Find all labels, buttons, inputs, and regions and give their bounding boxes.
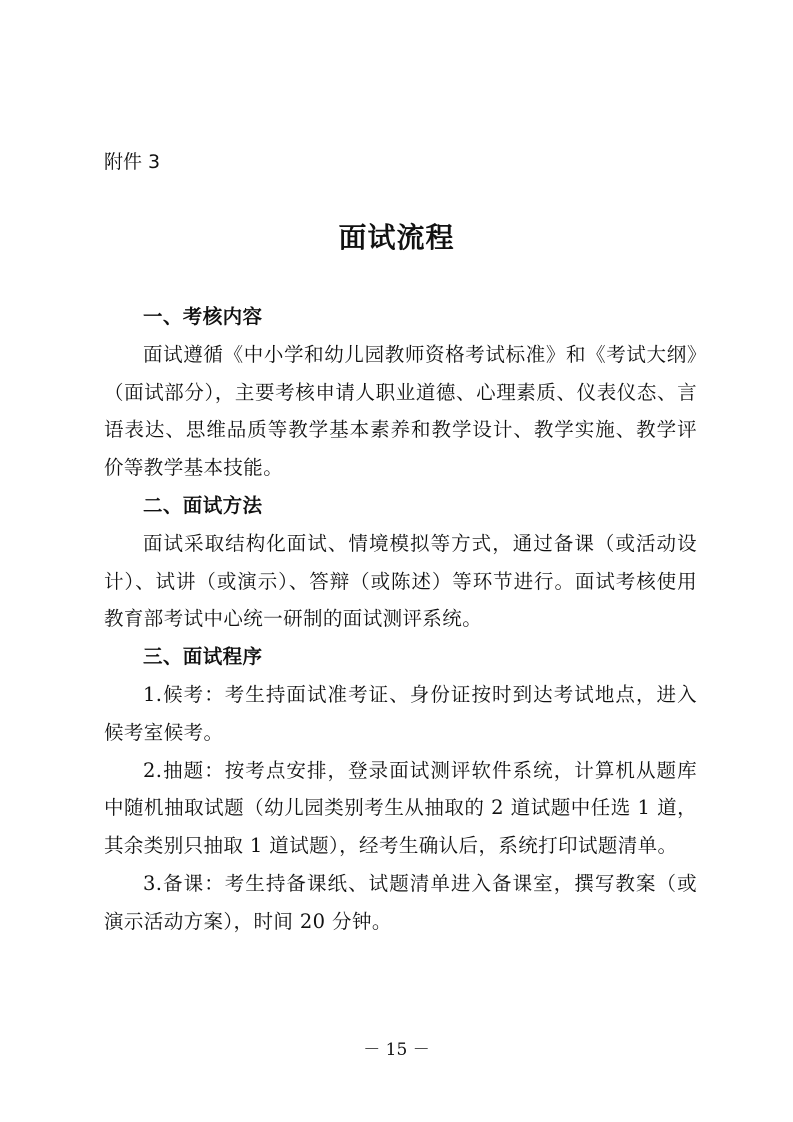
section-paragraph: 面试遵循《中小学和幼儿园教师资格考试标准》和《考试大纲》（面试部分），主要考核申请人职业道德、心理素质、仪表仪态、言语表达、思维品质等教学基本素养和教学设计、教学实施、教学评价等教学基本技能。	[104, 342, 697, 480]
section-heading-method: 二、面试方法	[143, 493, 263, 517]
page-number: － 15 －	[363, 1040, 430, 1060]
procedure-step-prepare: 3.备课：考生持备课纸、试题清单进入备课室，撰写教案（或演示活动方案），时间 20 分钟。	[104, 871, 697, 933]
procedure-step-draw: 2.抽题：按考点安排，登录面试测评软件系统，计算机从题库中随机抽取试题（幼儿园类别考生从抽取的 2 道试题中任选 1 道，其余类别只抽取 1 道试题），经考生确认后，系统打印试题清单。	[104, 758, 697, 858]
page-title: 面试流程	[338, 221, 455, 254]
attachment-label: 附件 3	[104, 151, 161, 173]
procedure-step-waiting: 1.候考：考生持面试准考证、身份证按时到达考试地点，进入候考室候考。	[104, 682, 697, 744]
section-heading-procedure: 三、面试程序	[143, 645, 263, 669]
section-paragraph: 面试采取结构化面试、情境模拟等方式，通过备课（或活动设计）、试讲（或演示）、答辩（或陈述）等环节进行。面试考核使用教育部考试中心统一研制的面试测评系统。	[104, 531, 697, 631]
document-body	[104, 298, 697, 941]
section-heading-content: 一、考核内容	[143, 305, 263, 328]
